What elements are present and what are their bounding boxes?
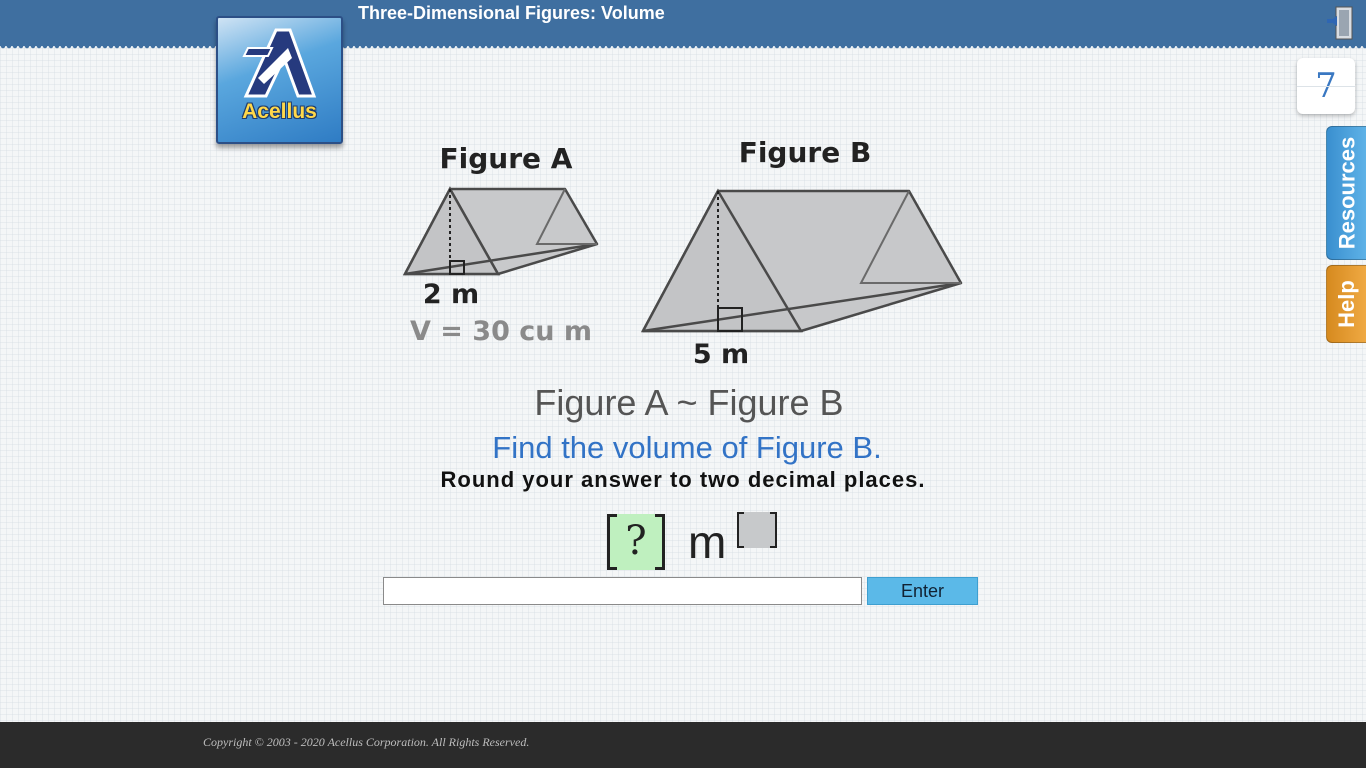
answer-placeholder: ?	[625, 518, 647, 564]
footer	[0, 722, 1366, 768]
exponent-placeholder-box	[737, 512, 777, 548]
help-tab[interactable]	[1326, 265, 1366, 343]
answer-placeholder-box	[607, 514, 665, 570]
rounding-instruction: Round your answer to two decimal places.	[440, 467, 926, 492]
figure-b-base-label: 5 m	[692, 339, 750, 370]
figure-b-title: Figure B	[738, 136, 872, 169]
acellus-logo-icon	[218, 18, 341, 108]
figure-b	[643, 136, 961, 370]
enter-button[interactable]: Enter	[867, 577, 978, 605]
lesson-title: Three-Dimensional Figures: Volume	[358, 3, 665, 23]
help-tab-label: Help	[1334, 280, 1359, 328]
logo-text: Acellus	[242, 100, 317, 123]
answer-input[interactable]	[383, 577, 862, 605]
unit-label: m	[688, 516, 727, 568]
acellus-logo	[216, 16, 343, 144]
page-number-tab[interactable]	[1297, 58, 1355, 114]
figures-diagram	[395, 130, 975, 375]
top-bar	[0, 0, 1366, 46]
similarity-statement: Figure A ~ Figure B	[534, 382, 844, 423]
bracket-corner	[655, 567, 665, 570]
exit-door-icon[interactable]	[1327, 5, 1357, 41]
resources-tab-label: Resources	[1334, 136, 1360, 250]
figure-a-volume-label: V = 30 cu m	[409, 316, 593, 347]
figure-a-title: Figure A	[439, 142, 573, 175]
resources-tab[interactable]	[1326, 126, 1366, 260]
question-prompt: Find the volume of Figure B.	[492, 430, 882, 465]
figure-a	[405, 142, 597, 347]
figure-a-base-label: 2 m	[422, 279, 480, 310]
bracket-corner	[655, 514, 665, 517]
page-number: 7	[1315, 66, 1337, 106]
copyright-text: Copyright © 2003 - 2020 Acellus Corporation. All Rights Reserved.	[203, 735, 530, 749]
